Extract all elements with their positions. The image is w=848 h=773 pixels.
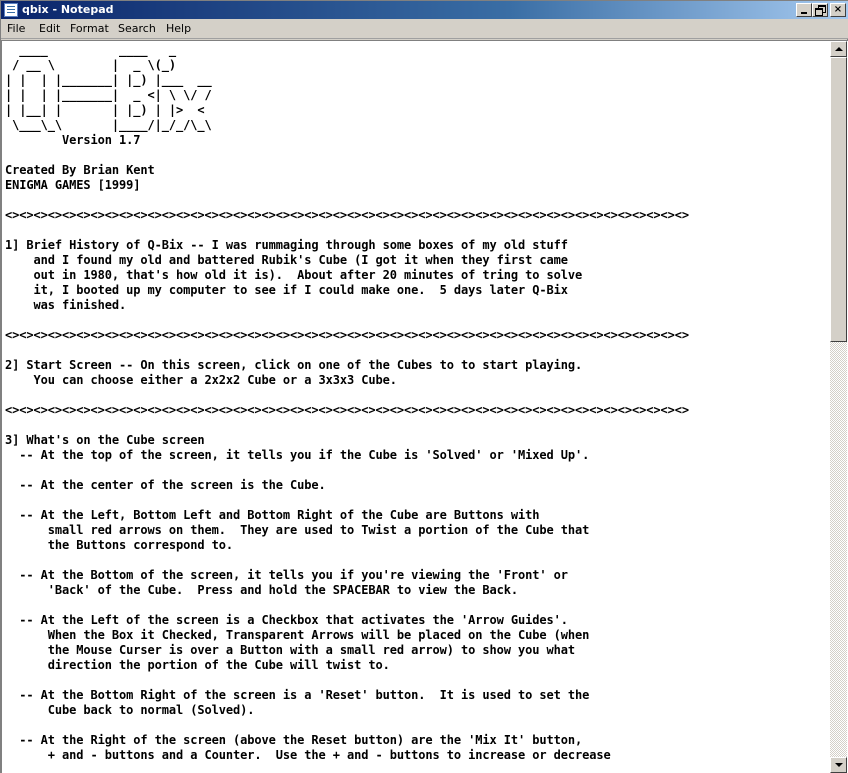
text-line: [5, 388, 689, 403]
text-line: 1] Brief History of Q-Bix -- I was rummaging through some boxes of my old stuff: [5, 238, 568, 252]
menu-format[interactable]: Format: [70, 22, 109, 35]
text-line: ____ ____ _: [5, 43, 176, 57]
text-line: When the Box it Checked, Transparent Arrows will be placed on the Cube (when: [5, 628, 590, 642]
vertical-scrollbar[interactable]: [830, 41, 847, 773]
text-line: | | | |_______| _ <| \ \/ /: [5, 88, 212, 102]
text-line: [5, 223, 689, 238]
text-line: Version 1.7: [5, 133, 141, 147]
document-text[interactable]: [5, 43, 689, 763]
text-line: 2] Start Screen -- On this screen, click on one of the Cubes to to start playing.: [5, 358, 583, 372]
menu-search[interactable]: Search: [118, 22, 156, 35]
text-line: was finished.: [5, 298, 127, 312]
text-line: <><><><><><><><><><><><><><><><><><><><><><><><><><><><><><><><><><><><><><><><><><><><><><><><>: [5, 328, 689, 342]
text-line: [5, 343, 689, 358]
text-line: direction the portion of the Cube will twist to.: [5, 658, 390, 672]
text-line: / __ \ | _ \(_): [5, 58, 176, 72]
text-line: 'Back' of the Cube. Press and hold the SPACEBAR to view the Back.: [5, 583, 518, 597]
text-line: Created By Brian Kent: [5, 163, 155, 177]
text-line: [5, 598, 689, 613]
menu-file[interactable]: File: [7, 22, 26, 35]
text-line: -- At the Left, Bottom Left and Bottom Right of the Cube are Buttons with: [5, 508, 540, 522]
text-line: it, I booted up my computer to see if I could make one. 5 days later Q-Bix: [5, 283, 568, 297]
text-line: [5, 553, 689, 568]
text-line: <><><><><><><><><><><><><><><><><><><><><><><><><><><><><><><><><><><><><><><><><><><><><><><><>: [5, 208, 689, 222]
text-line: [5, 313, 689, 328]
text-line: -- At the Bottom of the screen, it tells you if you're viewing the 'Front' or: [5, 568, 568, 582]
text-line: You can choose either a 2x2x2 Cube or a 3x3x3 Cube.: [5, 373, 397, 387]
text-line: the Mouse Curser is over a Button with a small red arrow) to show you what: [5, 643, 575, 657]
text-line: out in 1980, that's how old it is). About after 20 minutes of tring to solve: [5, 268, 583, 282]
text-line: 3] What's on the Cube screen: [5, 433, 205, 447]
text-line: | | | |_______| |_) |___ __: [5, 73, 212, 87]
scrollbar-thumb[interactable]: [830, 57, 847, 342]
menu-edit[interactable]: Edit: [39, 22, 61, 35]
notepad-app-icon[interactable]: [4, 3, 18, 17]
text-line: [5, 673, 689, 688]
text-line: -- At the Left of the screen is a Checkbox that activates the 'Arrow Guides'.: [5, 613, 568, 627]
text-line: + and - buttons and a Counter. Use the + and - buttons to increase or decrease: [5, 748, 611, 762]
text-line: [5, 193, 689, 208]
text-line: [5, 493, 689, 508]
menu-bar: [1, 19, 848, 39]
text-line: -- At the Bottom Right of the screen is a 'Reset' button. It is used to set the: [5, 688, 590, 702]
text-line: -- At the top of the screen, it tells you if the Cube is 'Solved' or 'Mixed Up'.: [5, 448, 590, 462]
text-editor-area[interactable]: [3, 42, 830, 773]
text-line: the Buttons correspond to.: [5, 538, 233, 552]
close-icon: ×: [833, 4, 843, 15]
scroll-down-button[interactable]: [830, 757, 847, 773]
text-line: and I found my old and battered Rubik's Cube (I got it when they first came: [5, 253, 568, 267]
text-line: | |__| | | |_) | |> <: [5, 103, 205, 117]
text-line: Cube back to normal (Solved).: [5, 703, 255, 717]
text-line: [5, 463, 689, 478]
scroll-up-button[interactable]: [830, 41, 847, 57]
menu-help[interactable]: Help: [166, 22, 192, 35]
text-line: ENIGMA GAMES [1999]: [5, 178, 141, 192]
close-button[interactable]: [830, 3, 846, 17]
minimize-button[interactable]: [796, 3, 812, 17]
text-line: <><><><><><><><><><><><><><><><><><><><><><><><><><><><><><><><><><><><><><><><><><><><><><><><>: [5, 403, 689, 417]
text-line: -- At the Right of the screen (above the Reset button) are the 'Mix It' button,: [5, 733, 583, 747]
text-line: \___\_\ |____/|_/_/\_\: [5, 118, 212, 132]
text-line: [5, 418, 689, 433]
maximize-button[interactable]: [812, 3, 828, 17]
text-line: -- At the center of the screen is the Cube.: [5, 478, 326, 492]
text-line: [5, 718, 689, 733]
text-line: [5, 148, 689, 163]
title-bar[interactable]: [1, 1, 848, 19]
text-line: small red arrows on them. They are used to Twist a portion of the Cube that: [5, 523, 590, 537]
window-title: qbix - Notepad: [22, 3, 114, 16]
